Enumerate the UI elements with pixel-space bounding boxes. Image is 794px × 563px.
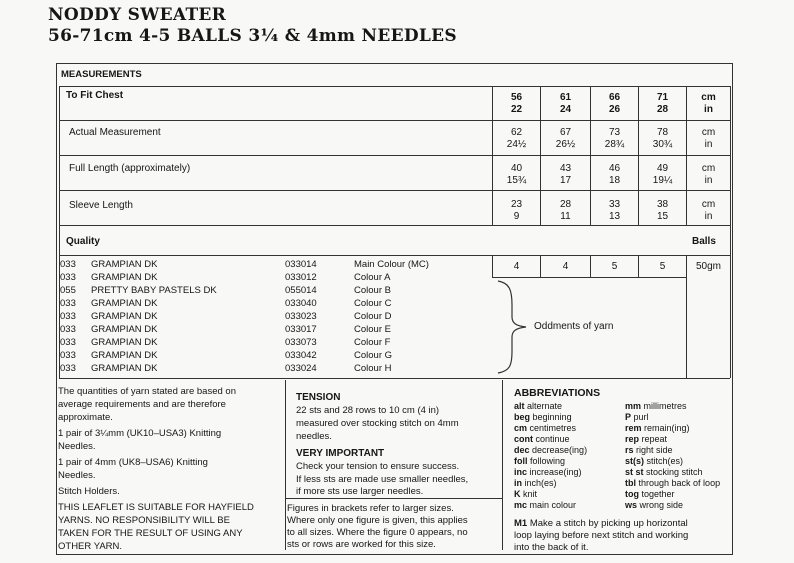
yarn-name: GRAMPIAN DK <box>91 324 158 335</box>
yarn-shade: 055014 <box>285 285 317 296</box>
note-line: 1 pair of 4mm (UK8–USA6) Knitting <box>58 457 208 468</box>
abbr-item: tbl through back of loop <box>625 478 721 488</box>
note-line: TAKEN FOR THE RESULT OF USING ANY <box>58 528 243 539</box>
measurement-in: 11 <box>560 211 571 222</box>
abbr-item: mm millimetres <box>625 401 687 411</box>
measurement-in: 28¾ <box>604 139 625 150</box>
unit-in: in <box>704 211 713 222</box>
yarn-name: GRAMPIAN DK <box>91 350 158 361</box>
unit-in: in <box>704 175 713 186</box>
sizes-note-line: Where only one figure is given, this applies <box>287 515 468 526</box>
yarn-colour: Colour E <box>354 324 391 335</box>
measurement-cm: 38 <box>656 199 669 210</box>
yarn-code: 033 <box>60 272 76 283</box>
note-line: average requirements and are therefore <box>58 399 226 410</box>
size-in: 26 <box>608 104 621 115</box>
measurement-cm: 78 <box>656 127 669 138</box>
size-cm: 71 <box>656 92 669 103</box>
measurement-in: 30¾ <box>652 139 673 150</box>
measurement-label: To Fit Chest <box>66 90 124 101</box>
yarn-code: 033 <box>60 259 76 270</box>
yarn-shade: 033023 <box>285 311 317 322</box>
quality-heading: Quality <box>66 236 100 247</box>
yarn-code: 033 <box>60 350 76 361</box>
size-in: 22 <box>510 104 523 115</box>
yarn-colour: Colour G <box>354 350 393 361</box>
measurement-cm: 62 <box>510 127 523 138</box>
note-line: Needles. <box>58 470 96 481</box>
yarn-code: 055 <box>60 285 76 296</box>
divider <box>59 120 730 121</box>
note-line: Stitch Holders. <box>58 486 120 497</box>
measurement-cm: 40 <box>510 163 523 174</box>
note-line: approximate. <box>58 412 113 423</box>
yarn-shade: 033014 <box>285 259 317 270</box>
yarn-code: 033 <box>60 298 76 309</box>
abbr-item: in inch(es) <box>514 478 557 488</box>
bracket-icon <box>494 279 534 375</box>
yarn-shade: 033024 <box>285 363 317 374</box>
divider <box>285 380 286 550</box>
size-cm: 66 <box>608 92 621 103</box>
m1-definition: M1 Make a stitch by picking up horizontal <box>514 518 688 529</box>
abbr-item: rem remain(ing) <box>625 423 690 433</box>
abbr-item: ws wrong side <box>625 500 684 510</box>
measurement-in: 26½ <box>555 139 576 150</box>
note-line: THIS LEAFLET IS SUITABLE FOR HAYFIELD <box>58 502 254 513</box>
measurement-cm: 73 <box>608 127 621 138</box>
yarn-code: 033 <box>60 324 76 335</box>
note-line: YARNS. NO RESPONSIBILITY WILL BE <box>58 515 230 526</box>
abbr-item: tog together <box>625 489 675 499</box>
mc-balls: 5 <box>611 261 618 272</box>
measurement-in: 15¾ <box>506 175 527 186</box>
note-line: Needles. <box>58 441 96 452</box>
size-cm: 61 <box>559 92 572 103</box>
yarn-colour: Colour H <box>354 363 392 374</box>
note-line: 1 pair of 3¼mm (UK10–USA3) Knitting <box>58 428 222 439</box>
abbr-item: dec decrease(ing) <box>514 445 588 455</box>
yarn-name: GRAMPIAN DK <box>91 259 158 270</box>
measurement-cm: 33 <box>608 199 621 210</box>
divider <box>492 277 686 278</box>
unit-in: in <box>704 104 713 115</box>
abbr-item: beg beginning <box>514 412 572 422</box>
abbr-item: cont continue <box>514 434 570 444</box>
measurement-cm: 46 <box>608 163 621 174</box>
divider <box>502 380 503 550</box>
abbr-item: rep repeat <box>625 434 668 444</box>
yarn-colour: Colour F <box>354 337 391 348</box>
measurement-in: 15 <box>656 211 669 222</box>
yarn-colour: Main Colour (MC) <box>354 259 429 270</box>
important-line: Check your tension to ensure success. <box>296 461 460 472</box>
important-heading: VERY IMPORTANT <box>296 448 385 459</box>
yarn-code: 033 <box>60 363 76 374</box>
tension-line: needles. <box>296 431 332 442</box>
yarn-shade: 033017 <box>285 324 317 335</box>
yarn-colour: Colour B <box>354 285 391 296</box>
measurement-label: Full Length (approximately) <box>69 163 191 174</box>
abbr-item: inc increase(ing) <box>514 467 582 477</box>
yarn-shade: 033012 <box>285 272 317 283</box>
sizes-note-line: to all sizes. Where the figure 0 appears, no <box>287 527 468 538</box>
measurement-in: 19¼ <box>652 175 673 186</box>
important-line: If less sts are made use smaller needles, <box>296 474 469 485</box>
abbr-item: st st stocking stitch <box>625 467 703 477</box>
mc-balls: 4 <box>513 261 520 272</box>
divider <box>59 190 730 191</box>
m1-definition-line: loop laying before next stitch and working <box>514 530 689 541</box>
page-subtitle: 56-71cm 4-5 BALLS 3¼ & 4mm NEEDLES <box>48 26 457 46</box>
measurement-in: 24½ <box>506 139 527 150</box>
yarn-name: GRAMPIAN DK <box>91 272 158 283</box>
divider <box>59 378 730 379</box>
abbr-item: foll following <box>514 456 566 466</box>
yarn-name: PRETTY BABY PASTELS DK <box>91 285 217 296</box>
yarn-name: GRAMPIAN DK <box>91 337 158 348</box>
divider <box>59 86 730 87</box>
divider <box>730 86 731 378</box>
measurement-cm: 43 <box>559 163 572 174</box>
yarn-code: 033 <box>60 311 76 322</box>
abbr-item: st(s) stitch(es) <box>625 456 684 466</box>
measurements-heading: MEASUREMENTS <box>61 69 142 80</box>
measurement-in: 17 <box>559 175 572 186</box>
abbr-item: cm centimetres <box>514 423 577 433</box>
mc-balls: 4 <box>562 261 569 272</box>
yarn-name: GRAMPIAN DK <box>91 311 158 322</box>
tension-line: 22 sts and 28 rows to 10 cm (4 in) <box>296 405 440 416</box>
measurement-cm: 23 <box>510 199 523 210</box>
size-in: 24 <box>559 104 572 115</box>
yarn-shade: 033073 <box>285 337 317 348</box>
yarn-shade: 033040 <box>285 298 317 309</box>
measurement-cm: 49 <box>656 163 669 174</box>
measurement-cm: 28 <box>559 199 572 210</box>
unit-cm: cm <box>701 163 716 174</box>
unit-in: in <box>704 139 713 150</box>
note-line: OTHER YARN. <box>58 541 123 552</box>
tension-line: measured over stocking stitch on 4mm <box>296 418 459 429</box>
yarn-code: 033 <box>60 337 76 348</box>
abbreviations-heading: ABBREVIATIONS <box>514 387 601 399</box>
sizes-note-line: sts or rows are worked for this size. <box>287 539 436 550</box>
divider <box>686 255 687 378</box>
measurement-cm: 67 <box>559 127 572 138</box>
unit-cm: cm <box>701 199 716 210</box>
measurement-label: Sleeve Length <box>69 200 133 211</box>
yarn-name: GRAMPIAN DK <box>91 363 158 374</box>
balls-heading: Balls <box>692 236 716 247</box>
measurement-in: 9 <box>513 211 520 222</box>
m1-definition-line: into the back of it. <box>514 542 589 553</box>
yarn-shade: 033042 <box>285 350 317 361</box>
abbr-item: P purl <box>625 412 649 422</box>
abbr-item: K knit <box>514 489 538 499</box>
size-in: 28 <box>656 104 669 115</box>
sizes-note-line: Figures in brackets refer to larger sizes. <box>287 503 454 514</box>
size-cm: 56 <box>510 92 523 103</box>
unit-cm: cm <box>701 92 716 103</box>
divider <box>59 225 730 226</box>
unit-cm: cm <box>701 127 716 138</box>
divider <box>59 255 730 256</box>
divider <box>59 155 730 156</box>
abbr-item: mc main colour <box>514 500 577 510</box>
mc-balls: 5 <box>659 261 666 272</box>
yarn-colour: Colour A <box>354 272 391 283</box>
oddments-label: Oddments of yarn <box>534 321 614 332</box>
measurement-label: Actual Measurement <box>69 127 161 138</box>
abbr-item: alt alternate <box>514 401 563 411</box>
tension-heading: TENSION <box>296 392 341 403</box>
abbr-item: rs right side <box>625 445 673 455</box>
yarn-colour: Colour C <box>354 298 392 309</box>
note-line: The quantities of yarn stated are based on <box>58 386 236 397</box>
yarn-name: GRAMPIAN DK <box>91 298 158 309</box>
yarn-colour: Colour D <box>354 311 392 322</box>
page-title: NODDY SWEATER <box>48 5 227 25</box>
mc-unit: 50gm <box>695 261 721 272</box>
measurement-in: 18 <box>608 175 621 186</box>
measurement-in: 13 <box>608 211 621 222</box>
important-line: if more sts use larger needles. <box>296 486 424 497</box>
